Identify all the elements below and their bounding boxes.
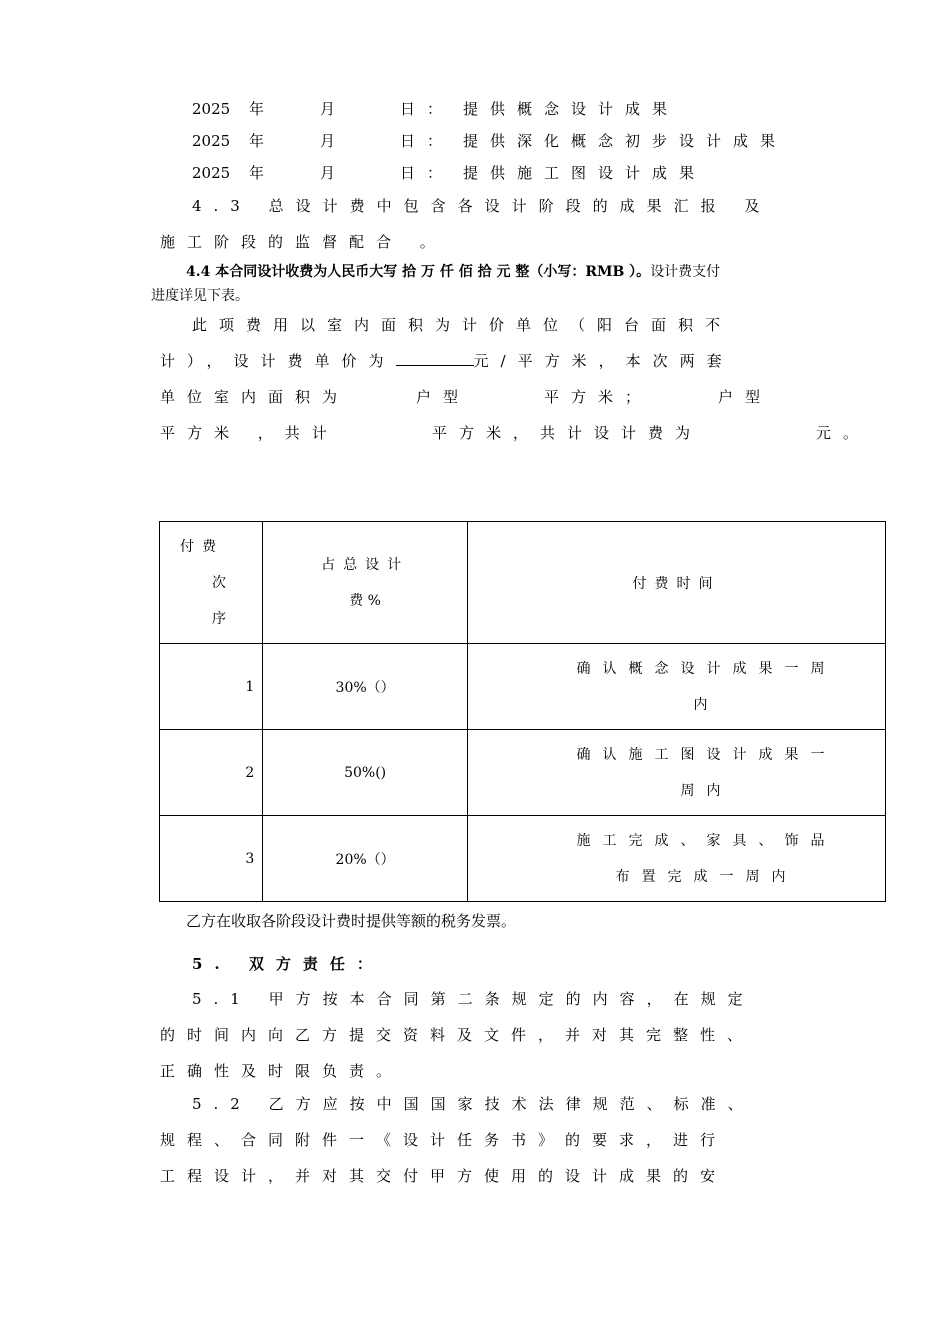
schedule-line-2 (192, 131, 788, 151)
table-header-row (160, 522, 886, 644)
area-label: 单位室内面积为 (160, 388, 350, 406)
header-percent-line: 占总设计 (321, 556, 410, 573)
total-fee-unit: 元。 (816, 424, 871, 442)
row-time-line: 布置完成一周内 (615, 868, 798, 885)
invoice-note: 乙方在收取各阶段设计费时提供等额的税务发票。 (186, 912, 517, 930)
schedule-text: 提供深化概念初步设计成果 (463, 132, 788, 150)
schedule-year-unit: 年 (248, 100, 264, 118)
unit-type-b: 户型 (718, 388, 773, 406)
schedule-text: 提供施工图设计成果 (463, 164, 707, 182)
clause-4-4-line-1 (186, 262, 720, 282)
schedule-year-unit: 年 (248, 132, 264, 150)
schedule-line-3 (192, 163, 707, 183)
row-time (467, 644, 885, 730)
schedule-month-unit: 月 (320, 164, 336, 182)
header-order (160, 522, 263, 644)
row-order: 3 (160, 816, 263, 902)
row-time-line: 内 (693, 696, 720, 713)
row-order: 2 (160, 730, 263, 816)
table-row (160, 644, 886, 730)
schedule-year: 2025 (192, 164, 231, 182)
header-time-label: 付费时间 (632, 575, 721, 592)
row-percent: 20%（） (263, 816, 468, 902)
schedule-day-unit: 日： (400, 100, 455, 118)
header-percent-line: 费 % (349, 592, 381, 609)
area-unit-a: 平方米； (544, 388, 653, 406)
schedule-year: 2025 (192, 100, 231, 118)
schedule-year-unit: 年 (248, 164, 264, 182)
fee-unit-price-label: 计），设计费单价为 (160, 352, 396, 370)
schedule-month-unit: 月 (320, 132, 336, 150)
schedule-day-unit: 日： (400, 164, 455, 182)
clause-4-4-line-2: 进度详见下表。 (151, 288, 249, 304)
header-time (467, 522, 885, 644)
clause-4-4-bold: 4.4 本合同设计收费为人民币大写 拾 万 仟 佰 拾 元 整（小写：RMB ）。 (186, 264, 651, 280)
header-percent (263, 522, 468, 644)
unit-price-blank (396, 351, 474, 366)
table-row (160, 730, 886, 816)
header-order-line: 次 (212, 574, 226, 591)
total-area: 平方米，共计设计费为 (432, 424, 703, 442)
header-order-line: 付费 (180, 538, 224, 555)
fee-line-2 (160, 351, 734, 371)
unit-type-a: 户型 (416, 388, 471, 406)
schedule-month-unit: 月 (320, 100, 336, 118)
fee-line-4 (160, 423, 871, 443)
row-time (467, 816, 885, 902)
schedule-text: 提供概念设计成果 (463, 100, 680, 118)
clause-5-2-line-1: 5.2 乙方应按中国国家技术法律规范、标准、 (192, 1095, 755, 1113)
table-row (160, 816, 886, 902)
clause-4-3-line-2: 施工阶段的监督配合 。 (160, 233, 447, 251)
schedule-day-unit: 日： (400, 132, 455, 150)
fee-line-1: 此项费用以室内面积为计价单位（阳台面积不 (192, 316, 733, 334)
section-5-title: 5. 双方责任： (192, 955, 384, 973)
clause-5-1-line-2: 的时间内向乙方提交资料及文件，并对其完整性、 (160, 1026, 755, 1044)
schedule-year: 2025 (192, 132, 231, 150)
clause-4-3-line-1: 4.3 总设计费中包含各设计阶段的成果汇报 及 (192, 197, 772, 215)
fee-unit-price-unit: 元/平方米，本次两套 (473, 352, 734, 370)
row-time (467, 730, 885, 816)
row-order: 1 (160, 644, 263, 730)
clause-5-2-line-2: 规程、合同附件一《设计任务书》的要求，进行 (160, 1131, 728, 1149)
row-percent: 30%（） (263, 644, 468, 730)
clause-5-1-line-3: 正确性及时限负责。 (160, 1062, 404, 1080)
schedule-line-1 (192, 99, 680, 119)
fee-line-3 (160, 387, 773, 407)
row-time-line: 确认概念设计成果一周 (576, 660, 837, 677)
header-order-line: 序 (212, 610, 226, 627)
clause-4-4-plain: 设计费支付 (650, 264, 721, 280)
row-time-line: 施工完成、家具、饰品 (576, 832, 837, 849)
row-time-line: 确认施工图设计成果一 (576, 746, 837, 763)
clause-5-2-line-3: 工程设计，并对其交付甲方使用的设计成果的安 (160, 1167, 728, 1185)
clause-5-1-line-1: 5.1 甲方按本合同第二条规定的内容，在规定 (192, 990, 755, 1008)
payment-table (159, 521, 886, 902)
row-percent: 50%() (263, 730, 468, 816)
area-unit-b: 平方米 ，共计 (160, 424, 339, 442)
row-time-line: 周内 (680, 782, 733, 799)
